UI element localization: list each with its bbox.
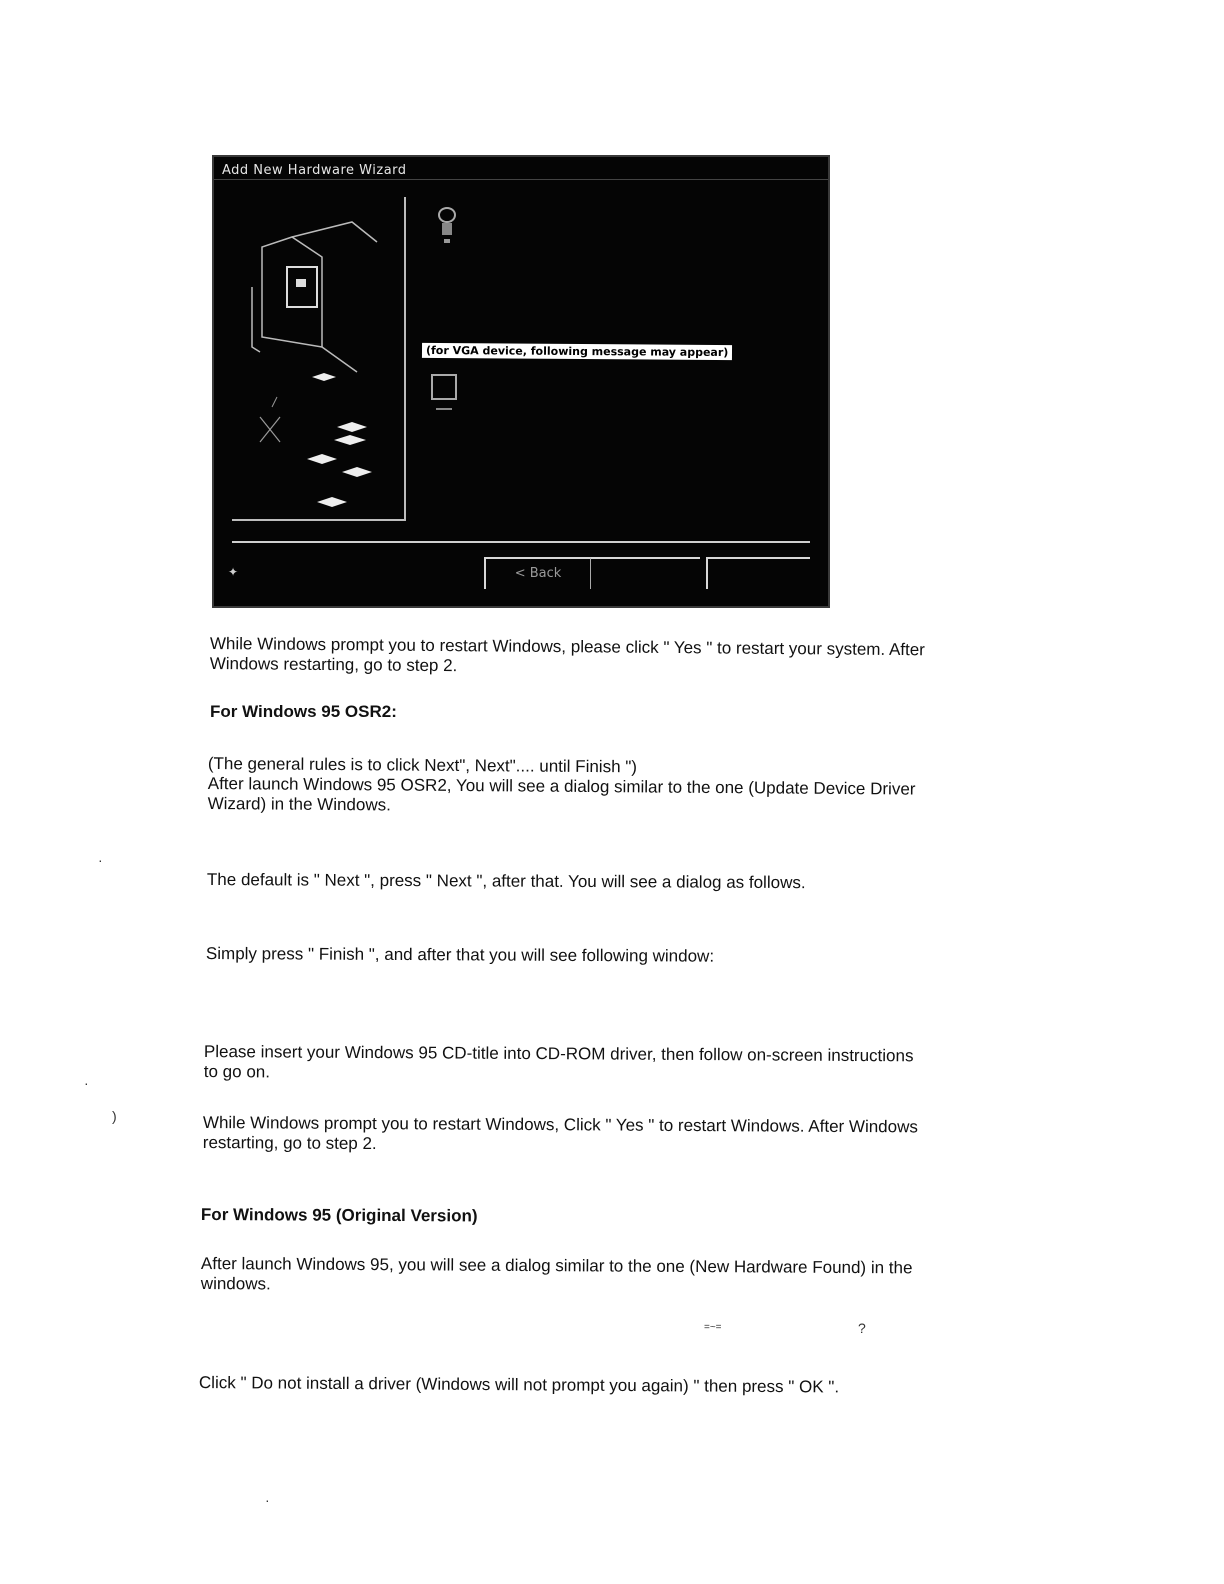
scan-speck: · [98,852,103,868]
new-hardware-found-paragraph [201,1254,913,1298]
cancel-button[interactable] [706,557,810,589]
restart-windows-paragraph [203,1113,918,1157]
wizard-illustration [232,197,406,521]
computer-illustration-icon [232,197,402,517]
text-line: Please insert your Windows 95 CD-title into CD-ROM driver, then follow on-screen instructions [203,1042,914,1066]
monitor-icon [430,373,460,420]
title-divider [214,179,828,180]
do-not-install-paragraph: Click " Do not install a driver (Windows will not prompt you again) " then press " OK ". [198,1373,840,1397]
osr2-instruction-paragraph [208,754,916,820]
next-button[interactable] [590,557,700,589]
insert-cd-paragraph [204,1042,914,1086]
scan-speck: · [84,1075,89,1091]
text-line: windows. [200,1273,271,1294]
dialog-separator [232,541,810,543]
scan-speck: ) [112,1108,117,1124]
text-line: Windows restarting, go to step 2. [209,653,458,676]
wizard-dialog-screenshot [212,155,830,608]
heading-windows95-osr2: For Windows 95 OSR2: [210,702,397,721]
back-button[interactable]: < Back [484,557,590,589]
text-line: (The general rules is to click Next", Next".... until Finish ") [207,754,638,777]
heading-windows95-original: For Windows 95 (Original Version) [200,1205,478,1226]
text-line: While Windows prompt you to restart Windows, Click " Yes " to restart Windows. After Windows [202,1113,918,1137]
text-line: After launch Windows 95, you will see a dialog similar to the one (New Hardware Found) in the [200,1254,913,1278]
default-next-paragraph: The default is " Next ", press " Next ", after that. You will see a dialog as follows. [206,870,806,893]
scan-speck: ? [858,1320,866,1336]
corner-mark-icon: ✦ [228,565,239,579]
vga-note-label: (for VGA device, following message may appear) [422,343,732,360]
scan-speck: =~= [704,1322,722,1333]
restart-instruction-paragraph [210,634,925,680]
text-line: Wizard) in the Windows. [207,793,391,815]
text-line: While Windows prompt you to restart Windows, please click " Yes " to restart your system. After [209,634,925,660]
text-line: to go on. [203,1061,271,1082]
hardware-icon [436,205,458,256]
dialog-title: Add New Hardware Wizard [222,163,407,178]
text-line: After launch Windows 95 OSR2, You will see a dialog similar to the one (Update Device Driver [207,773,916,799]
text-line: restarting, go to step 2. [202,1132,377,1154]
scan-speck: · [265,1492,270,1508]
finish-paragraph: Simply press " Finish ", and after that you will see following window: [205,944,715,966]
